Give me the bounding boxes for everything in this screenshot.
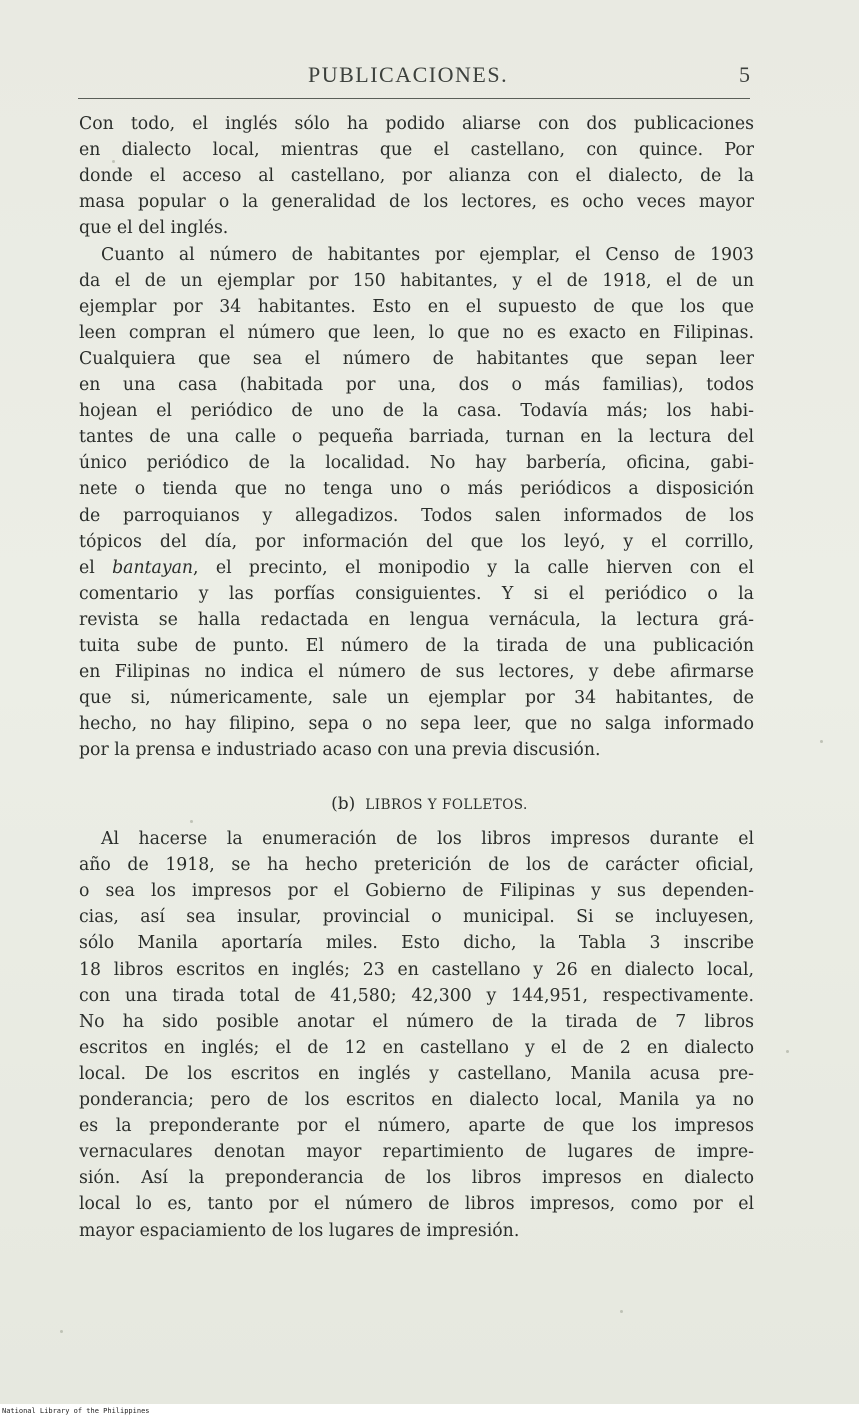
text-line: por la prensa e industriado acaso con una previa discusión. bbox=[79, 740, 601, 761]
text-line: Cualquiera que sea el número de habitantes que sepan leer bbox=[79, 348, 754, 369]
paper-speck bbox=[60, 1330, 63, 1333]
page-header bbox=[78, 58, 750, 99]
text-line: en una casa (habitada por una, dos o más familias), todos bbox=[79, 375, 754, 395]
text-line: en dialecto local, mientras que el castellano, con quince. Por bbox=[79, 140, 754, 161]
text-line: con una tirada total de 41,580; 42,300 y 144,951, respectivamente. bbox=[79, 985, 754, 1006]
text-line: tópicos del día, por información del que los leyó, y el corrillo, bbox=[79, 531, 754, 552]
page-number: 5 bbox=[739, 62, 750, 87]
text-line: o sea los impresos por el Gobierno de Filipinas y sus dependen- bbox=[79, 881, 754, 902]
text-line: mayor espaciamiento de los lugares de impresión. bbox=[79, 1220, 520, 1241]
paper-speck bbox=[786, 1050, 789, 1053]
text-line: que el del inglés. bbox=[79, 218, 229, 239]
text-line: ejemplar por 34 habitantes. Esto en el supuesto de que los que bbox=[79, 296, 754, 317]
text-line: Cuanto al número de habitantes por ejemplar, el Censo de 1903 bbox=[101, 244, 754, 265]
text-line: año de 1918, se ha hecho preterición de los de carácter oficial, bbox=[79, 855, 754, 876]
text-line: escritos en inglés; el de 12 en castellano y el de 2 en dialecto bbox=[79, 1037, 754, 1058]
text-line: local lo es, tanto por el número de libros impresos, como por el bbox=[79, 1194, 754, 1215]
text-line: en Filipinas no indica el número de sus lectores, y debe afirmarse bbox=[79, 662, 754, 683]
text-line: 18 libros escritos en inglés; 23 en castellano y 26 en dialecto local, bbox=[79, 959, 754, 980]
text-line: local. De los escritos en inglés y castellano, Manila acusa pre- bbox=[79, 1063, 754, 1084]
text-line: nete o tienda que no tenga uno o más periódicos a disposición bbox=[79, 479, 754, 500]
text-line: comentario y las porfías consiguientes. Y si el periódico o la bbox=[79, 583, 754, 604]
text-line: donde el acceso al castellano, por alianza con el dialecto, de la bbox=[79, 166, 754, 187]
text-line: Al hacerse la enumeración de los libros impresos durante el bbox=[101, 829, 754, 849]
text-line: es la preponderante por el número, aparte de que los impresos bbox=[79, 1116, 754, 1137]
text-line: Con todo, el inglés sólo ha podido aliarse con dos publicaciones bbox=[79, 114, 754, 134]
text-line: sión. Así la preponderancia de los libros impresos en dialecto bbox=[79, 1168, 754, 1189]
text-line: revista se halla redactada en lengua vernácula, la lectura grá- bbox=[79, 609, 754, 630]
paper-speck bbox=[820, 740, 823, 743]
text-line: tantes de una calle o pequeña barriada, turnan en la lectura del bbox=[79, 427, 754, 448]
section-label: (b) bbox=[331, 794, 356, 814]
text-line: leen compran el número que leen, lo que no es exacto en Filipinas. bbox=[79, 322, 754, 343]
text-line: da el de un ejemplar por 150 habitantes, y el de 1918, el de un bbox=[79, 270, 754, 291]
text-line: ponderancia; pero de los escritos en dialecto local, Manila ya no bbox=[79, 1090, 754, 1110]
section-title: LIBROS Y FOLLETOS. bbox=[365, 797, 528, 813]
text-line: vernaculares denotan mayor repartimiento de lugares de impre- bbox=[79, 1142, 754, 1163]
text-line: único periódico de la localidad. No hay barbería, oficina, gabi- bbox=[79, 453, 754, 474]
text-line: masa popular o la generalidad de los lectores, es ocho veces mayor bbox=[79, 192, 754, 213]
text-line: hecho, no hay filipino, sepa o no sepa leer, que no salga informado bbox=[79, 714, 754, 735]
text-line: tuita sube de punto. El número de la tirada de una publicación bbox=[79, 636, 754, 656]
paper-speck bbox=[620, 1310, 623, 1313]
text-line: de parroquianos y allegadizos. Todos salen informados de los bbox=[79, 505, 754, 526]
paper-speck bbox=[190, 820, 193, 823]
running-title: PUBLICACIONES. bbox=[308, 62, 509, 87]
text-line: hojean el periódico de uno de la casa. Todavía más; los habi- bbox=[79, 401, 754, 422]
text-line: que si, númericamente, sale un ejemplar por 34 habitantes, de bbox=[79, 688, 754, 709]
text-line: sólo Manila aportaría miles. Esto dicho, la Tabla 3 inscribe bbox=[79, 933, 754, 954]
text-line: el bantayan, el precinto, el monipodio y la calle hierven con el bbox=[79, 557, 754, 578]
text-line: No ha sido posible anotar el número de la tirada de 7 libros bbox=[79, 1011, 754, 1032]
text-line: cias, así sea insular, provincial o municipal. Si se incluyesen, bbox=[79, 907, 754, 928]
library-credit: National Library of the Philippines bbox=[2, 1407, 150, 1415]
section-heading bbox=[0, 790, 859, 818]
